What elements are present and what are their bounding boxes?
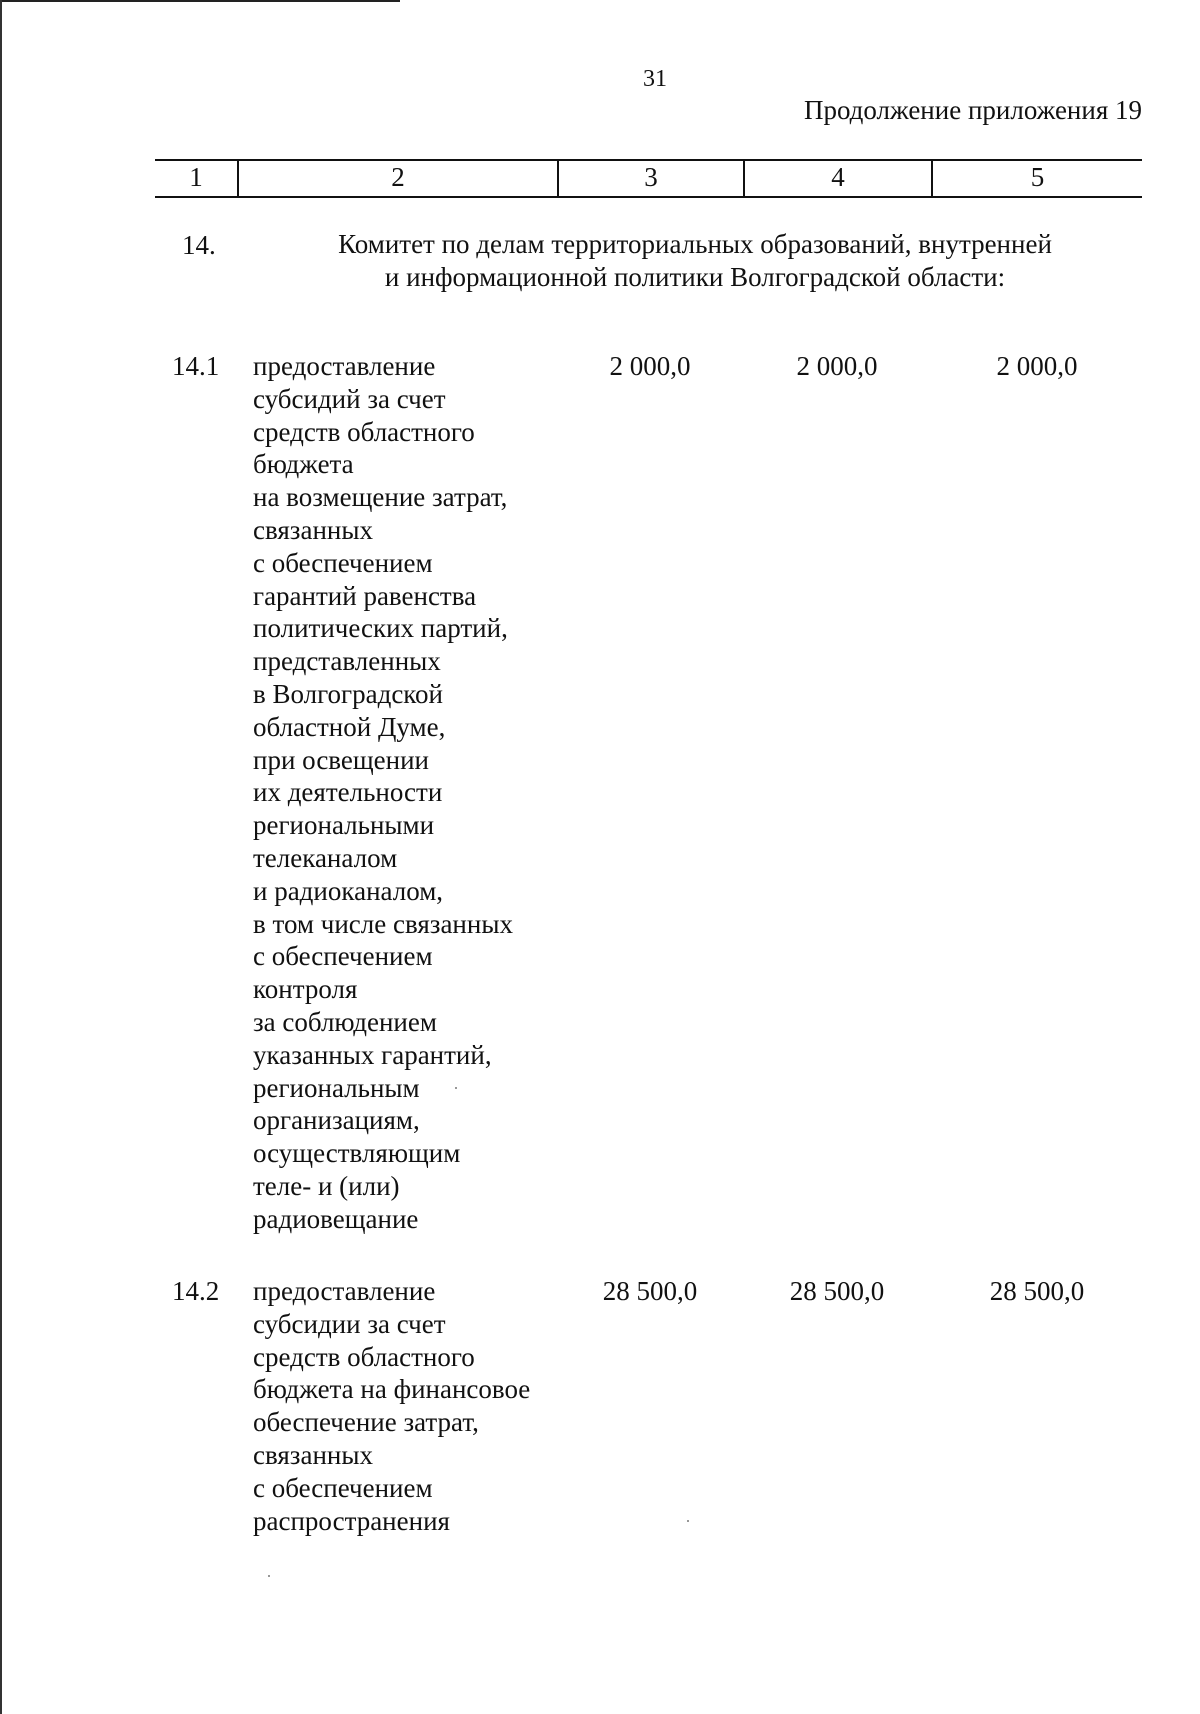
row-value-col-4: 28 500,0 (789, 1276, 885, 1306)
row-value-col-3: 28 500,0 (602, 1276, 698, 1306)
section-title-line-2: и информационной политики Волгоградской области: (384, 262, 1006, 292)
row-value-col-5: 28 500,0 (989, 1276, 1085, 1306)
row-number: 14.2 (172, 1276, 220, 1306)
table-header-col-5: 5 (1030, 162, 1045, 192)
table-header-col-1: 1 (155, 161, 239, 196)
row-number: 14.1 (172, 351, 220, 381)
row-value-col-5: 2 000,0 (996, 351, 1078, 381)
row-value-col-4: 2 000,0 (796, 351, 878, 381)
section-title (250, 228, 1140, 294)
section-number: 14. (182, 230, 216, 260)
page-edge-top (0, 0, 400, 2)
table-header-col-4: 4 (745, 161, 933, 196)
section-title-line-1: Комитет по делам территориальных образований, внутренней (338, 229, 1052, 259)
row-value-col-3: 2 000,0 (609, 351, 691, 381)
table-header-col-3: 3 (559, 161, 745, 196)
page-number: 31 (643, 66, 667, 92)
row-description: предоставление субсидий за счет средств областного бюджета на возмещение затрат, связанных с обеспечением гарантий равенства политических партий, представленных в Волгоградской областной Думе, при освещении их деятельности региональными телеканалом и радиоканалом, в том числе связанных с обеспечением контроля за соблюдением указанных гарантий, региональным организациям, осуществляющим теле- и (или) радиовещание (253, 351, 513, 1234)
row-description: предоставление субсидии за счет средств областного бюджета на финансовое обеспечение затрат, связанных с обеспечением распространения (253, 1276, 531, 1536)
table-header-row (155, 159, 1142, 198)
appendix-label: Продолжение приложения 19 (803, 95, 1142, 125)
table-header-col-2: 2 (239, 161, 559, 196)
scan-speck (455, 1087, 457, 1089)
scan-speck (687, 1520, 689, 1522)
page-edge-left (0, 0, 2, 1714)
scan-speck (268, 1575, 270, 1577)
